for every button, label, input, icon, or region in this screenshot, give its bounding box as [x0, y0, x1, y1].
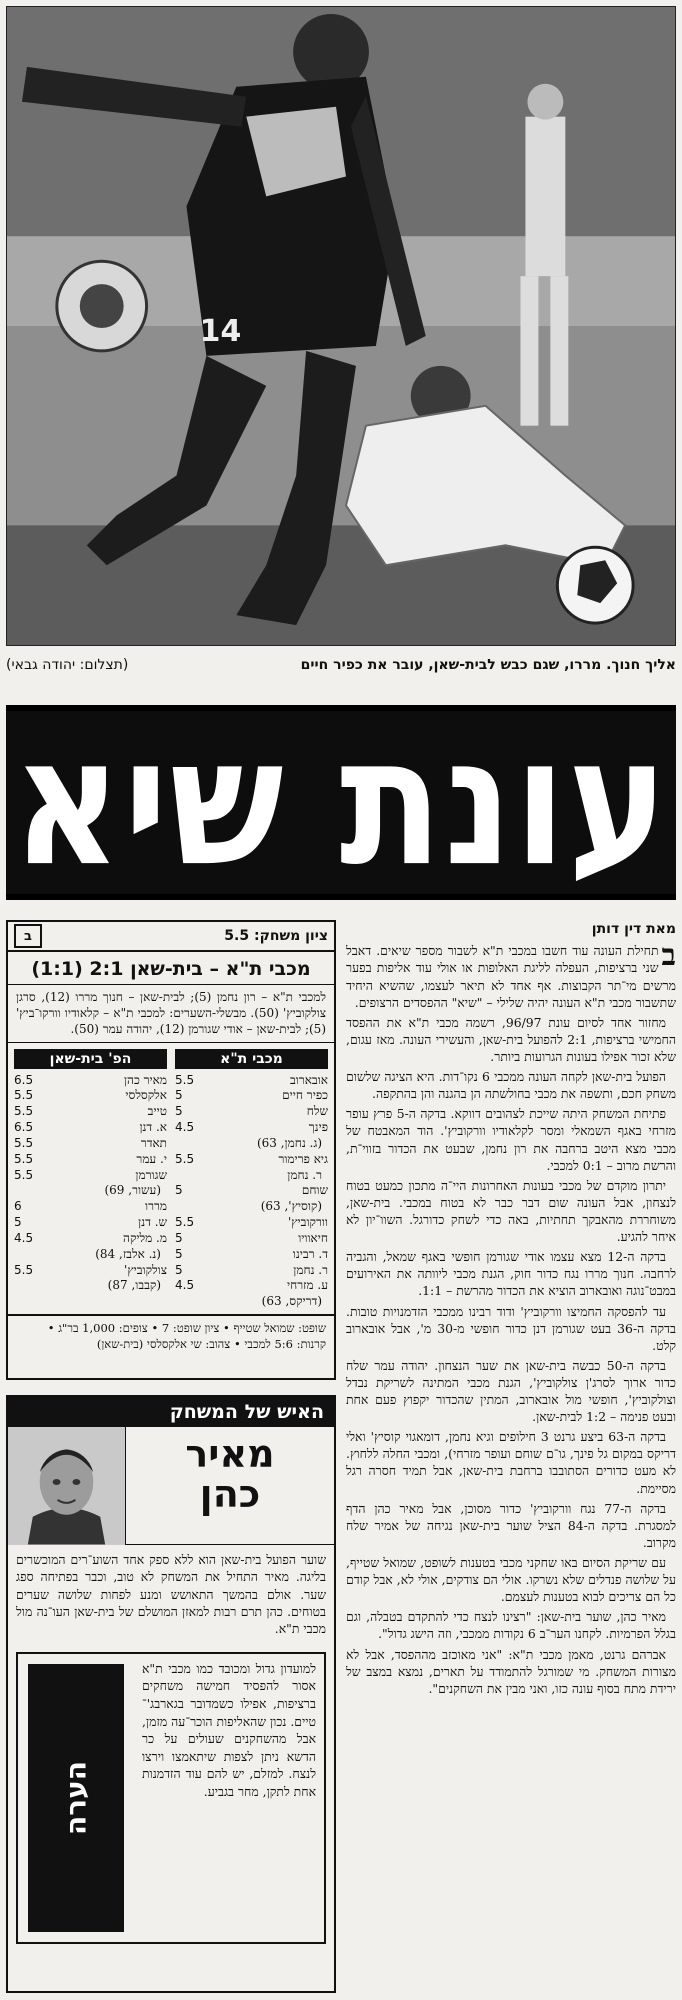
- home-player-row: [175, 1136, 328, 1152]
- home-player-row: [175, 1199, 328, 1215]
- headline-banner: [6, 705, 676, 900]
- match-score-label: ציון משחק: 5.5: [224, 928, 328, 944]
- home-player-row: [175, 1073, 328, 1089]
- match-photo-image: [7, 7, 675, 645]
- player-rating: 5: [175, 1183, 183, 1198]
- away-player-row: [14, 1136, 167, 1152]
- home-player-row: [175, 1104, 328, 1120]
- remark-label: הערה: [28, 1664, 124, 1932]
- motm-top: [8, 1427, 334, 1545]
- home-player-list: [175, 1073, 328, 1310]
- player-name: ד. רבינו: [292, 1246, 328, 1261]
- remark-box: [16, 1652, 326, 1944]
- player-name: טייב: [147, 1104, 167, 1119]
- away-player-row: [14, 1199, 167, 1215]
- away-team-lineup: [14, 1049, 167, 1310]
- byline: מאת דין דותן: [591, 921, 676, 937]
- headline: עונת שיא: [12, 705, 670, 900]
- player-rating: 5.5: [14, 1167, 34, 1182]
- home-player-row: [175, 1278, 328, 1294]
- player-rating: 5.5: [14, 1088, 34, 1103]
- away-player-row: [14, 1152, 167, 1168]
- article-paragraph: מאיר כהן, שוער בית-שאן: "רצינו לנצח כדי להתקדם בטבלה, וגם בגלל הפרמיות. לקחנו הער־ב 6 נקודות ממכבי, וזה הישג גדול".: [346, 1609, 676, 1642]
- player-name: א. דנן: [139, 1120, 167, 1135]
- article-paragraph: הפועל בית-שאן לקחה העונה ממכבי 6 נקו־דות. היא הציגה שלשום משחק חכם, ותשפה את מכבי בחולשתה הן בהגנה והן בהתקפה.: [346, 1069, 676, 1102]
- player-name: וורקוביץ': [287, 1215, 328, 1230]
- player-rating: 5: [14, 1215, 22, 1230]
- match-result-title: מכבי ת"א – בית-שאן 2:1 (1:1): [8, 952, 334, 985]
- home-player-row: [175, 1215, 328, 1231]
- player-rating: 5.5: [14, 1262, 34, 1277]
- player-rating: 5: [175, 1246, 183, 1261]
- article-paragraph: אברהם גרנט, מאמן מכבי ת"א: "אני מאוכזב מההפסד, אבל לא מצורות המשחק. מי שמורגל להתמודד על תארים, נמצא במצב של ירידת מתח בסוף עונה כזו, ואני מבין את השחקנים".: [346, 1646, 676, 1696]
- home-team-lineup: [175, 1049, 328, 1310]
- article-paragraph: ב תחילת העונה עוד חשבו במכבי ת"א לשבור מספר שיאים. דאבל שני ברציפות, העפלה לליגת האלופות או אולי עוד אליפות בפער מרשים מי־תר הקבוצות. אף אחד לא תיאר לעצמו, שהשיא היחיד שתשבור מכבי ת"א העונה יהיה שלילי – "שיא" ההפסדים הרצופים.: [346, 938, 676, 1010]
- article-paragraph: עד להפסקה החמיצו וורקוביץ' ודוד רבינו ממכבי הזדמנויות טובות. בדקה ה-36 בעט שגורמן דנן כדור חופשי מ-30 מ', אבל אובארוב קלט.: [346, 1303, 676, 1353]
- away-team-name: הפ' בית-שאן: [14, 1049, 167, 1069]
- player-name: (ג. נחמן, 63): [256, 1135, 322, 1150]
- home-player-row: [175, 1294, 328, 1310]
- home-player-row: [175, 1247, 328, 1263]
- player-rating: 5.5: [14, 1151, 34, 1166]
- photo-credit: (תצלום: יהודה גבאי): [6, 657, 129, 673]
- article-paragraph: עם שריקת הסיום באו שחקני מכבי בטענות לשופט, שמואל שטייף, על שלושה פנדלים שלא נשרקו. אולי הם צודקים, אולי לא, אבל קודם כל הם צריכים לבוא בטענות לעצמם.: [346, 1555, 676, 1605]
- player-name: פינך: [308, 1120, 328, 1135]
- player-portrait: [8, 1427, 126, 1545]
- player-rating: 6.5: [14, 1072, 34, 1087]
- match-summary-header: [8, 922, 334, 952]
- player-rating: 6: [14, 1199, 22, 1214]
- away-player-row: [14, 1168, 167, 1184]
- player-name: חיאוויו: [298, 1230, 328, 1245]
- player-rating: 4.5: [175, 1278, 195, 1293]
- article-paragraph: בדקה ה-63 ביצע גרנט 3 חילופים וגיא נחמן, דומאגוי קוסיץ' ואלי דריקס במקום גל פינך, גו־ם שוחם ועופר מזרחי), ומכבי החלה ללחוץ. לא מעט כדורים הסתובבו ברחבת בית-שאן, אבל תמיד חסרה רגל מסיימת.: [346, 1429, 676, 1496]
- remark-text: למועדון גדול ומכובד כמו מכבי ת"א אסור להפסיד חמישה משחקים ברציפות, אפילו כשמדובר בגארבג'־טיים. נכון שהאליפות הוכר־עה מזמן, אבל מהשחקנים שעולים על כר הדשא ניתן לצפות שיתאמצו וירצו לנצח. למזלם, יש להם עוד הזדמנות אחת לתקן, מחר בגביע.: [142, 1660, 316, 1800]
- player-rating: 5.5: [14, 1135, 34, 1150]
- away-player-row: [14, 1104, 167, 1120]
- article-paragraph: יתרון מוקדם של מכבי בעונות האחרונות היי־ה מתכון כמעט בטוח לנצחון, אבל העונה שום דבר כבר לא בטוח במכבי. בית-שאן, משוחררת מהאבקך תחתיות, באה כדי לשחק כדורגל. השוו־יון לא איחר להגיע.: [346, 1177, 676, 1245]
- away-player-row: [14, 1088, 167, 1104]
- match-goals: למכבי ת"א – רון נחמן (5); לבית-שאן – חנוך מררו (12), סרגן צולקוביץ' (50). מבשלי-השערים: למכבי ת"א – קלאודיו וורקו־ביץ' (5); לבית-שאן – אודי שגורמן (12), יהודה עמר (50).: [8, 985, 334, 1043]
- home-player-row: [175, 1120, 328, 1136]
- player-rating: 4.5: [175, 1120, 195, 1135]
- man-of-the-match-box: [6, 1395, 336, 1993]
- away-player-row: [14, 1231, 167, 1247]
- player-name: (דריקס, 63): [261, 1294, 322, 1309]
- home-player-row: [175, 1263, 328, 1279]
- home-player-row: [175, 1231, 328, 1247]
- player-name: (עשור, 69): [104, 1183, 161, 1198]
- away-player-row: [14, 1263, 167, 1279]
- match-photo: [6, 6, 676, 646]
- player-name: י. עמר: [136, 1151, 167, 1166]
- player-name: ר. נחמן: [287, 1167, 322, 1182]
- caption-text: אליך חנוך. מררו, שגם כבש לבית-שאן, עובר את כפיר חיים: [300, 657, 676, 673]
- match-summary-box: [6, 920, 336, 1380]
- player-name: שלח: [306, 1104, 328, 1119]
- motm-last-name: כהן: [199, 1471, 261, 1516]
- dropcap: ב: [661, 938, 676, 974]
- article-paragraph: בדקה ה-77 נגח וורקוביץ' כדור מסוכן, אבל מאיר כהן הדף למסגרת. בדקה ה-84 הציל שוער בית-שאן נגיחה של אמיר שלח מקרוב.: [346, 1500, 676, 1550]
- player-name: ע. מזרחי: [286, 1278, 328, 1293]
- player-name: כפיר חיים: [282, 1088, 328, 1103]
- article-paragraph: בדקה ה-12 מצא עצמו אודי שגורמן חופשי באגף שמאל, והגביה לרחבה. חנוך מררו נגח כדור חוק, הגנת מכבי ליוותה את האירועים במבט־נוגה ואובארוב הוציא את הכדור מהרשת – 1:1.: [346, 1249, 676, 1299]
- player-rating: 5: [175, 1230, 183, 1245]
- article-paragraph: מחזור אחד לסיום עונת 96/97, רשמה מכבי ת"א את ההפסד החמישי ברציפות, 2:1 להפועל בית-שאן, והעשירי העונה. מאז עגום, שלא זכור אפילו בעונות הגרועות ביותר.: [346, 1014, 676, 1064]
- player-name: מ. מליקה: [123, 1230, 167, 1245]
- article-paragraph: בדקה ה-50 כבשה בית-שאן את שער הנצחון. יהודה עמר שלח כדור ארוך לסרג'ן צולקוביץ', הגנת מכבי המתינה לשריקת נבדל וצולקוביץ', חופשי מול אובארוב, המתין שהכדור יקפוץ פעם אחת ובעט פנימה – 1:2 לבית-שאן.: [346, 1357, 676, 1425]
- home-player-row: [175, 1152, 328, 1168]
- player-name: תאדר: [140, 1135, 167, 1150]
- lineups: [8, 1043, 334, 1314]
- player-name: גיא פרימור: [278, 1151, 328, 1166]
- away-player-row: [14, 1247, 167, 1263]
- away-player-list: [14, 1073, 167, 1295]
- player-name: מררו: [145, 1199, 167, 1214]
- player-name: אלקסלסי: [125, 1088, 167, 1103]
- player-rating: 5.5: [14, 1104, 34, 1119]
- portrait-image: [8, 1427, 125, 1545]
- away-player-row: [14, 1120, 167, 1136]
- player-rating: 5.5: [175, 1151, 195, 1166]
- away-player-row: [14, 1073, 167, 1089]
- article-paragraph: פתיחת המשחק היתה שייכת לצהובים דווקא. בדקה ה-5 פרץ עופר מזרחי באגף השמאלי ומסר לקלאודיו וורקוביץ'. הוד המאבטח של מכבי מצא היטב ברחבה את רון נחמן, שבעט את הכדור בזווי־ת, והרשת מרוב – 0:1 למכבי.: [346, 1106, 676, 1173]
- player-name: ש. דנן: [138, 1215, 167, 1230]
- player-rating: 4.5: [14, 1230, 34, 1245]
- player-rating: 5: [175, 1088, 183, 1103]
- motm-description: שוער הפועל בית-שאן הוא ללא ספק אחד השוע־רים המוכשרים בליגה. מאיר התחיל את המשחק לא טוב, וכבר בפתיחה ספג שער. אולם בהמשך התאושש ומנע לפחות שלושה שערים בטוחים. כהן תרם רבות למאזן המושלם של בית-שאן העו־נה מול מכבי ת"א.: [16, 1552, 326, 1637]
- player-name: ר. נחמן: [293, 1262, 328, 1277]
- jersey-number: 14: [199, 313, 242, 349]
- player-name: אובארוב: [289, 1072, 328, 1087]
- motm-first-name: מאיר: [185, 1432, 275, 1476]
- motm-name: [126, 1427, 334, 1544]
- home-player-row: [175, 1088, 328, 1104]
- photo-caption: [6, 652, 676, 678]
- home-team-name: מכבי ת"א: [175, 1049, 328, 1069]
- player-rating: 5.5: [175, 1215, 195, 1230]
- player-name: (קוסיץ', 63): [260, 1199, 322, 1214]
- motm-header: האיש של המשחק: [8, 1397, 334, 1427]
- away-player-row: [14, 1215, 167, 1231]
- player-name: (נ. אלבז, 84): [95, 1246, 161, 1261]
- player-name: צולקוביץ': [124, 1262, 167, 1277]
- home-player-row: [175, 1168, 328, 1184]
- section-logo-icon: ב: [14, 924, 42, 948]
- player-name: שוחם: [301, 1183, 328, 1198]
- home-player-row: [175, 1183, 328, 1199]
- player-rating: 5: [175, 1104, 183, 1119]
- player-name: (קבבו, 87): [107, 1278, 161, 1293]
- match-officials: שופט: שמואל שטייף • ציון שופט: 7 • צופים: 1,000 בר"ג • קרנות: 5:6 למכבי • צהוב: שי אלקסלסי (בית-שאן): [8, 1314, 334, 1356]
- away-player-row: [14, 1278, 167, 1294]
- player-rating: 5.5: [175, 1072, 195, 1087]
- player-name: שגורמן: [135, 1167, 167, 1182]
- player-rating: 6.5: [14, 1120, 34, 1135]
- away-player-row: [14, 1183, 167, 1199]
- player-name: מאיר כהן: [124, 1072, 167, 1087]
- player-rating: 5: [175, 1262, 183, 1277]
- article-body: [346, 920, 676, 1994]
